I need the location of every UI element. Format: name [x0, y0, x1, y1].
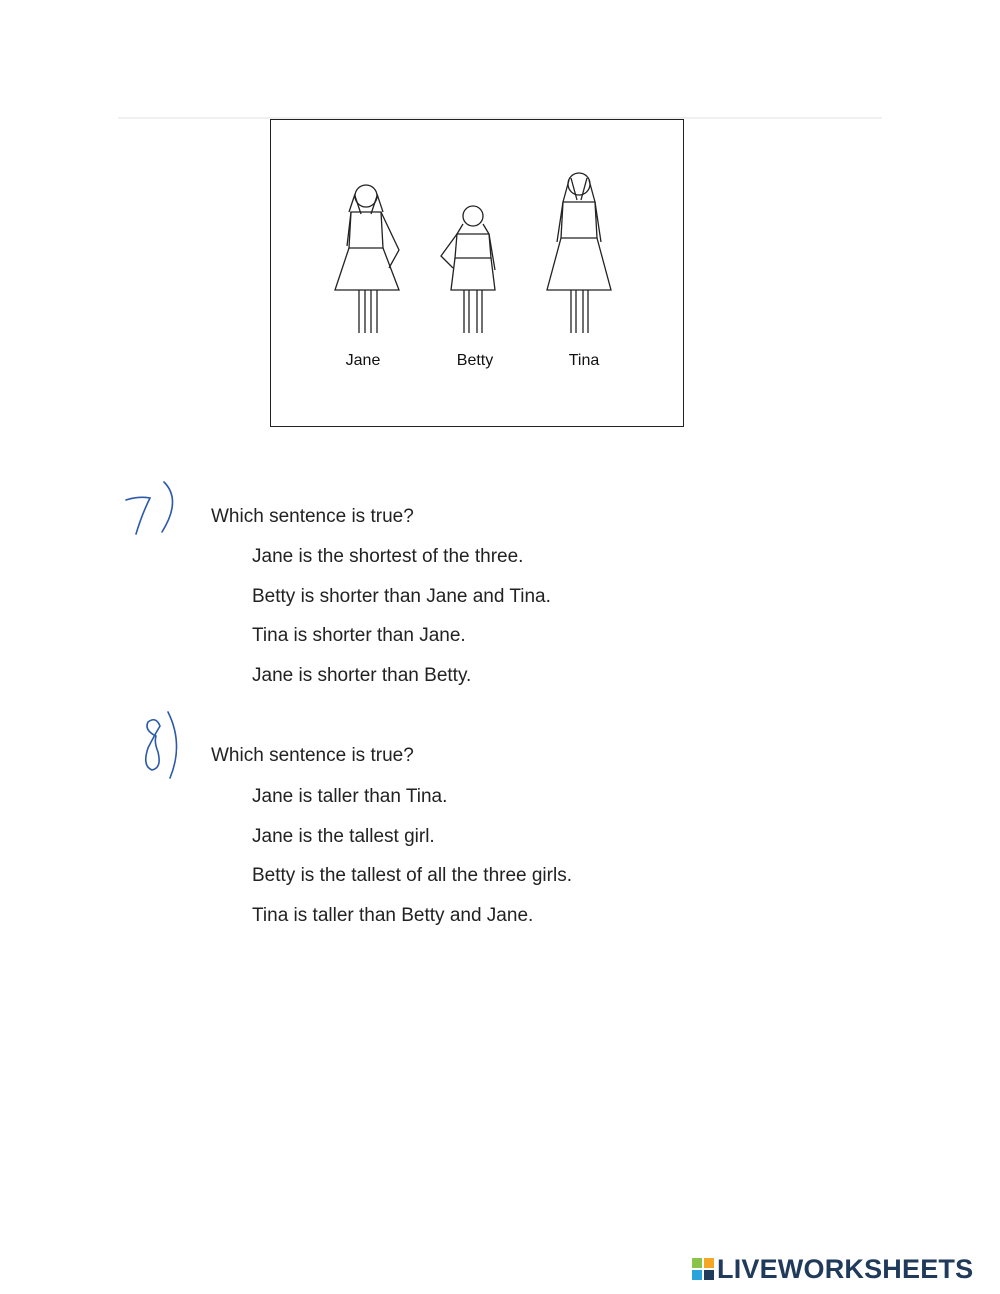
question-8-option-1[interactable]: Jane is taller than Tina. [252, 786, 448, 807]
question-8-option-4[interactable]: Tina is taller than Betty and Jane. [252, 905, 534, 926]
girls-figure [270, 119, 684, 427]
question-7-prompt: Which sentence is true? [211, 506, 414, 527]
question-7-option-2[interactable]: Betty is shorter than Jane and Tina. [252, 586, 551, 607]
question-7-number [120, 478, 190, 542]
girls-drawing [271, 120, 685, 428]
girl-name-tina: Tina [568, 352, 600, 369]
logo-text: LIVEWORKSHEETS [717, 1253, 974, 1284]
question-7-option-3[interactable]: Tina is shorter than Jane. [252, 625, 466, 646]
question-7-option-1[interactable]: Jane is the shortest of the three. [252, 546, 524, 567]
jane-figure [335, 185, 399, 333]
question-8-option-2[interactable]: Jane is the tallest girl. [252, 826, 435, 847]
tina-figure [547, 173, 611, 333]
liveworksheets-logo [692, 1254, 973, 1284]
question-7-option-4[interactable]: Jane is shorter than Betty. [252, 665, 472, 686]
liveworksheets-mark-icon [692, 1258, 714, 1280]
girl-name-betty: Betty [456, 352, 494, 369]
question-8-number [134, 708, 190, 784]
betty-figure [441, 206, 495, 333]
girl-name-jane: Jane [345, 352, 381, 369]
question-8-option-3[interactable]: Betty is the tallest of all the three girls. [252, 865, 572, 886]
question-8-prompt: Which sentence is true? [211, 745, 414, 766]
